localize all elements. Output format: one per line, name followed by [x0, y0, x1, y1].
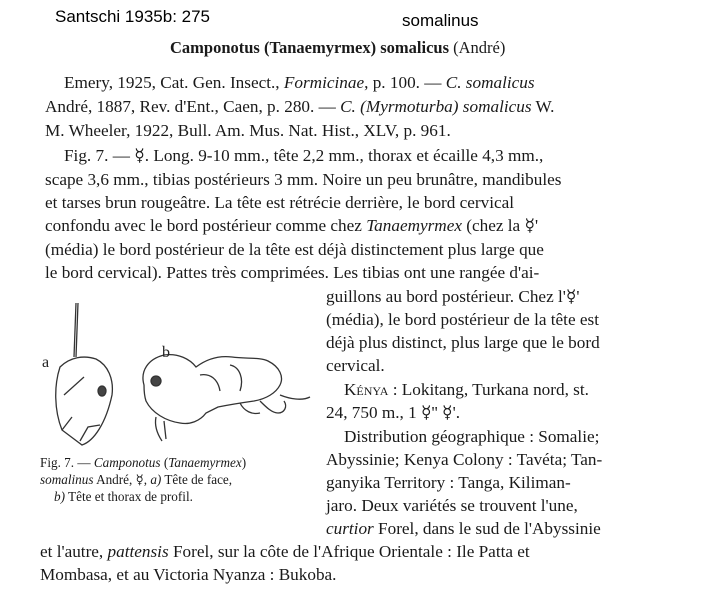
para2-right3: déjà plus distinct, plus large que le bord	[326, 333, 600, 352]
citation-header: Santschi 1935b: 275	[55, 7, 211, 26]
figure-caption-line2: somalinus André, ☿, a) Tête de face,	[40, 472, 233, 487]
title-genus: Camponotus	[170, 38, 260, 57]
taxon-header: somalinus	[402, 11, 479, 30]
para2-line3: et tarses brun rougeâtre. La tête est rétrécie derrière, le bord cervical	[45, 193, 515, 212]
para2-line2: scape 3,6 mm., tibias postérieurs 3 mm. Noire un peu brunâtre, mandibules	[45, 170, 562, 189]
title-author: (André)	[453, 38, 506, 57]
figure-caption-line3: b) Tête et thorax de profil.	[54, 489, 193, 504]
figure-a-head	[56, 303, 113, 445]
para2-line6: le bord cervical). Pattes très comprimées. Les tibias ont une rangée d'ai-	[45, 263, 540, 282]
ant-figure	[40, 295, 330, 455]
para2-right1: guillons au bord postérieur. Chez l'☿'	[326, 287, 580, 306]
distribution-line4: jaro. Deux variétés se trouvent l'une,	[326, 496, 578, 515]
distribution-line2: Abyssinie; Kenya Colony : Tavéta; Tan-	[326, 450, 603, 469]
distribution-line6: et l'autre, pattensis Forel, sur la côte de l'Afrique Orientale : Ile Patta et	[40, 542, 530, 561]
para1-line2: André, 1887, Rev. d'Ent., Caen, p. 280. — C. (Myrmoturba) somalicus W.	[45, 97, 555, 116]
para2-line4: confondu avec le bord postérieur comme chez Tanaemyrmex (chez la ☿'	[45, 216, 539, 235]
para2-line5: (média) le bord postérieur de la tête est déjà distinctement plus large que	[45, 240, 544, 259]
distribution-line7: Mombasa, et au Victoria Nyanza : Bukoba.	[40, 565, 337, 584]
title-subgenus: (Tanaemyrmex)	[263, 38, 377, 57]
distribution-line1: Distribution géographique : Somalie;	[344, 427, 600, 446]
figure-label-a: a	[42, 354, 50, 371]
locality-line1: Kénya : Lokitang, Turkana nord, st.	[344, 380, 589, 399]
figure-b-profile	[143, 355, 310, 441]
figure-caption-line1: Fig. 7. — Camponotus (Tanaemyrmex)	[40, 455, 247, 470]
locality-line2: 24, 750 m., 1 ☿'' ☿'.	[326, 403, 460, 422]
para2-right4: cervical.	[326, 356, 385, 375]
title-species: somalicus	[380, 38, 449, 57]
para2-right2: (média), le bord postérieur de la tête est	[326, 310, 599, 329]
species-title	[170, 38, 505, 58]
distribution-line5: curtior Forel, dans le sud de l'Abyssinie	[326, 519, 601, 538]
para2-line1: Fig. 7. — ☿. Long. 9-10 mm., tête 2,2 mm., thorax et écaille 4,3 mm.,	[64, 146, 544, 165]
figure-label-b: b	[162, 344, 170, 361]
para1-line1: Emery, 1925, Cat. Gen. Insect., Formicinae, p. 100. — C. somalicus	[64, 73, 535, 92]
para1-line3: M. Wheeler, 1922, Bull. Am. Mus. Nat. Hist., XLV, p. 961.	[45, 121, 451, 140]
distribution-line3: ganyika Territory : Tanga, Kiliman-	[326, 473, 571, 492]
